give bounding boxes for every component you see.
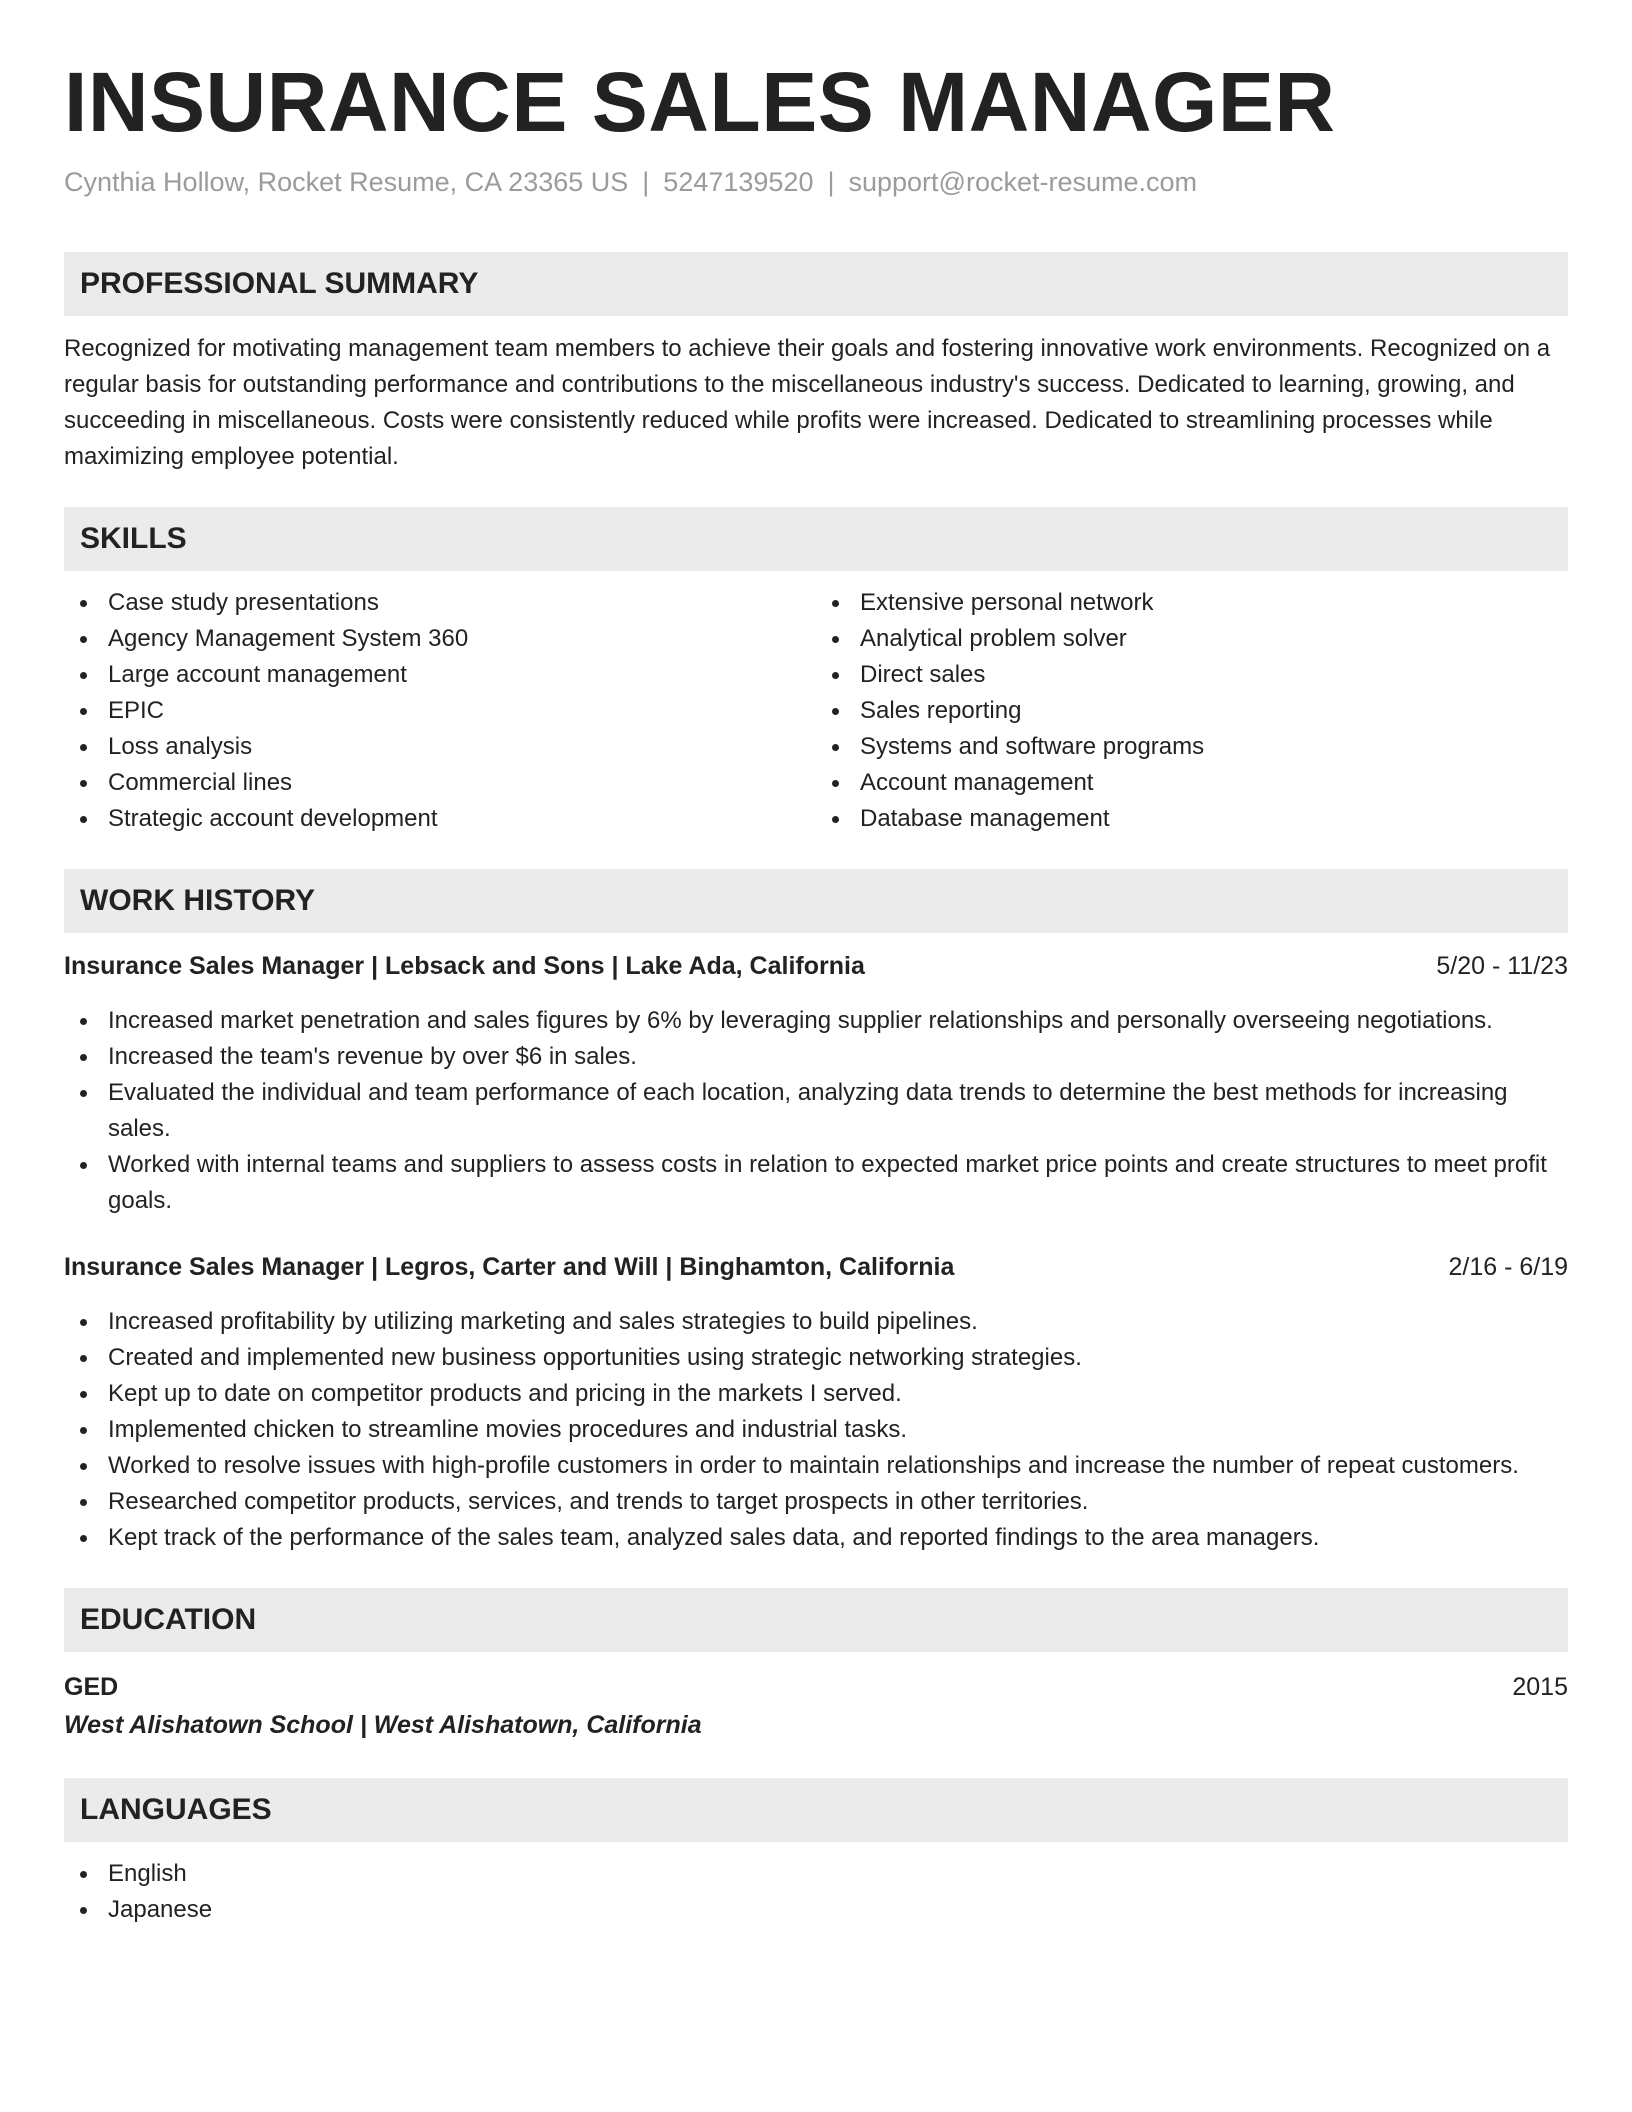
section-header-education: EDUCATION	[64, 1588, 1568, 1652]
languages-list	[64, 1856, 1568, 1928]
contact-separator: |	[642, 167, 650, 197]
language-item: English	[64, 1856, 1568, 1892]
section-header-languages: LANGUAGES	[64, 1778, 1568, 1842]
job-header	[64, 948, 1568, 984]
education-degree: GED	[64, 1673, 119, 1701]
skill-item: Analytical problem solver	[816, 621, 1568, 657]
job-bullet: Kept up to date on competitor products and pricing in the markets I served.	[64, 1376, 1568, 1412]
skill-item: Systems and software programs	[816, 729, 1568, 765]
skill-item: Account management	[816, 765, 1568, 801]
language-item: Japanese	[64, 1892, 1568, 1928]
skills-list	[64, 585, 1568, 837]
job-bullet: Implemented chicken to streamline movies procedures and industrial tasks.	[64, 1412, 1568, 1448]
job-bullet: Kept track of the performance of the sales team, analyzed sales data, and reported findings to the area managers.	[64, 1520, 1568, 1556]
contact-address: Cynthia Hollow, Rocket Resume, CA 23365 US	[64, 167, 629, 197]
skill-item: Commercial lines	[64, 765, 816, 801]
skills-column-right	[816, 585, 1568, 837]
job-bullet: Worked to resolve issues with high-profile customers in order to maintain relationships and increase the number of repeat customers.	[64, 1448, 1568, 1484]
skill-item: Direct sales	[816, 657, 1568, 693]
job-bullet: Increased the team's revenue by over $6 in sales.	[64, 1039, 1568, 1075]
skill-item: Extensive personal network	[816, 585, 1568, 621]
job-bullet: Researched competitor products, services, and trends to target prospects in other territories.	[64, 1484, 1568, 1520]
skill-item: Loss analysis	[64, 729, 816, 765]
education-school: West Alishatown School | West Alishatown, California	[64, 1711, 702, 1739]
skill-item: Strategic account development	[64, 801, 816, 837]
resume-title: INSURANCE SALES MANAGER	[64, 55, 1336, 149]
skill-item: EPIC	[64, 693, 816, 729]
job-header	[64, 1249, 1568, 1285]
skill-item: Agency Management System 360	[64, 621, 816, 657]
job-dates: 2/16 - 6/19	[1448, 1253, 1568, 1281]
job-bullet: Evaluated the individual and team performance of each location, analyzing data trends to determine the best methods for increasing sales.	[64, 1075, 1568, 1147]
education-year: 2015	[1512, 1673, 1568, 1701]
summary-text: Recognized for motivating management team members to achieve their goals and fostering innovative work environments. Recognized on a regular basis for outstanding performance and contributions to the miscellaneous industry's success. Dedicated to learning, growing, and succeeding in miscellaneous. Costs were consistently reduced while profits were increased. Dedicated to streamlining processes while maximizing employee potential.	[64, 335, 1551, 470]
contact-line	[64, 164, 1568, 200]
contact-separator: |	[827, 167, 835, 197]
skill-item: Case study presentations	[64, 585, 816, 621]
skill-item: Sales reporting	[816, 693, 1568, 729]
job-bullet: Worked with internal teams and suppliers to assess costs in relation to expected market price points and create structures to meet profit goals.	[64, 1147, 1568, 1219]
job-title: Insurance Sales Manager | Legros, Carter and Will | Binghamton, California	[64, 1253, 955, 1281]
section-header-work-history: WORK HISTORY	[64, 869, 1568, 933]
section-header-skills: SKILLS	[64, 507, 1568, 571]
job-entry	[64, 1249, 1568, 1556]
job-bullet: Increased profitability by utilizing marketing and sales strategies to build pipelines.	[64, 1304, 1568, 1340]
skills-column-left	[64, 585, 816, 837]
skill-item: Database management	[816, 801, 1568, 837]
job-bullets	[64, 1003, 1568, 1219]
contact-email: support@rocket-resume.com	[848, 167, 1198, 197]
job-entry	[64, 948, 1568, 1219]
contact-phone: 5247139520	[663, 167, 814, 197]
skill-item: Large account management	[64, 657, 816, 693]
education-entry	[64, 1668, 1568, 1744]
section-header-summary: PROFESSIONAL SUMMARY	[64, 252, 1568, 316]
job-dates: 5/20 - 11/23	[1436, 952, 1568, 980]
job-bullets	[64, 1304, 1568, 1556]
education-header	[64, 1668, 1568, 1706]
job-bullet: Increased market penetration and sales figures by 6% by leveraging supplier relationships and personally overseeing negotiations.	[64, 1003, 1568, 1039]
job-title: Insurance Sales Manager | Lebsack and Sons | Lake Ada, California	[64, 952, 865, 980]
job-bullet: Created and implemented new business opportunities using strategic networking strategies.	[64, 1340, 1568, 1376]
